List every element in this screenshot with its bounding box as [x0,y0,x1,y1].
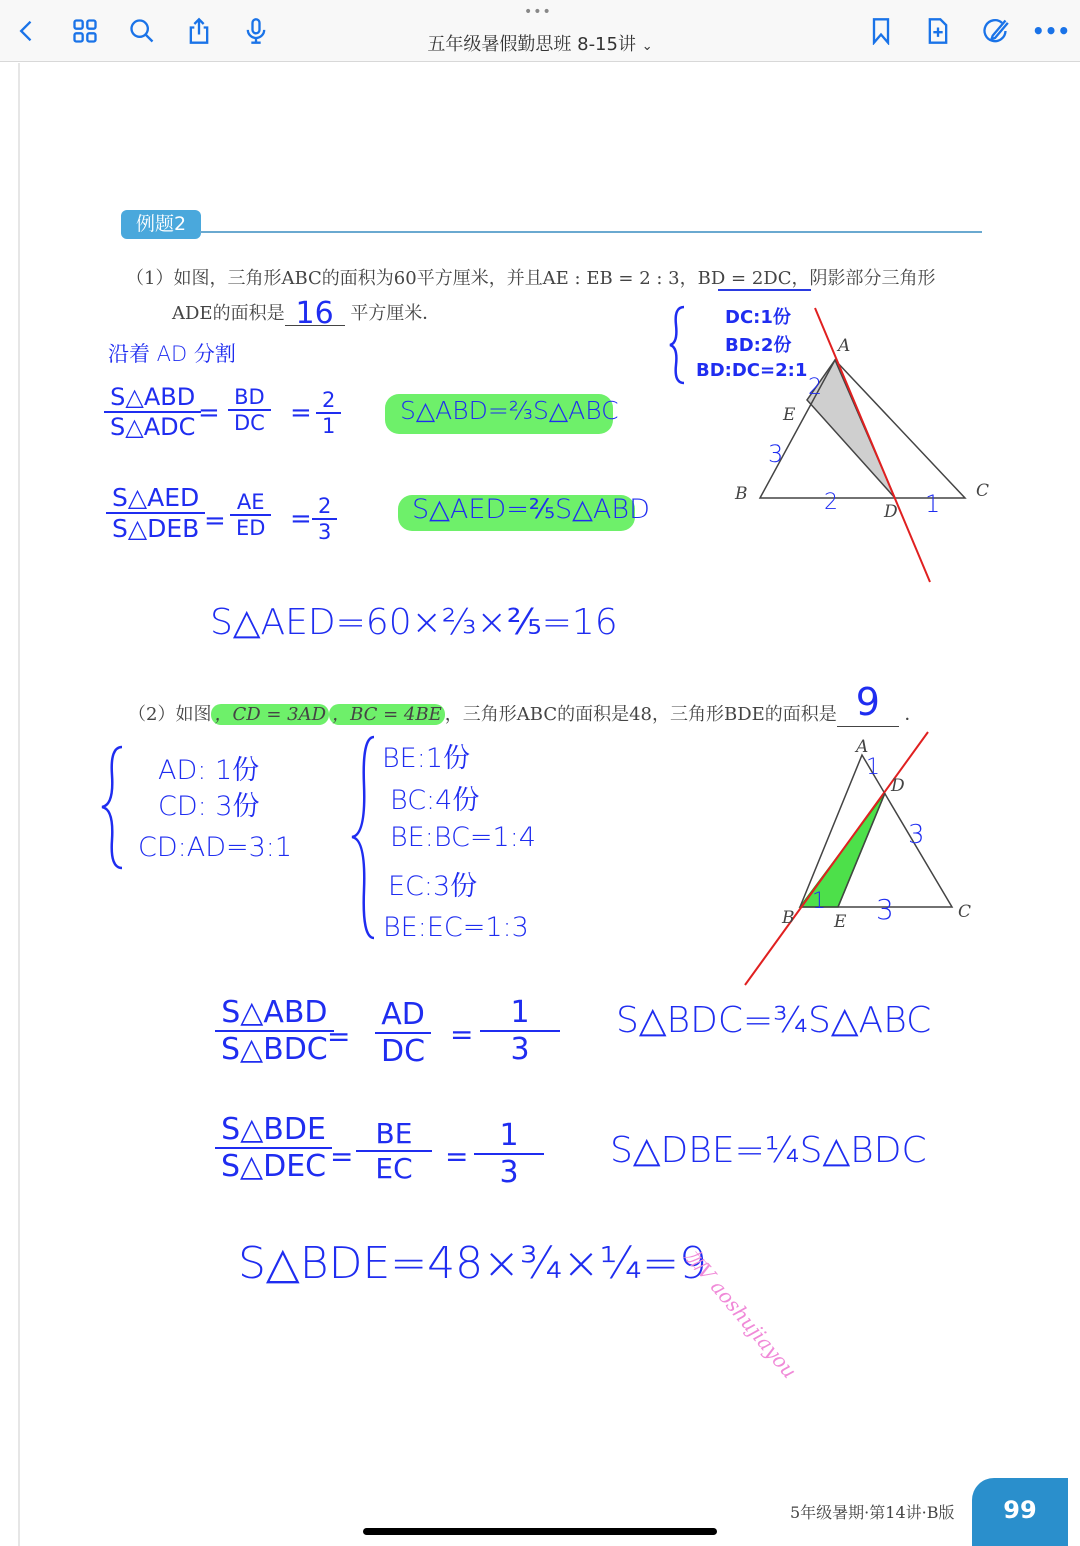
fraction [375,997,431,1069]
note-cdad: CD:AD=3:1 [138,832,293,863]
numerator: S△BDE [221,1112,326,1147]
vertex-label: D [884,502,898,522]
numerator: S△ABD [110,383,196,411]
segment-number: 3 [908,820,925,850]
numerator: 2 [322,388,336,412]
problem1-line2-pre: ADE的面积是 [172,303,285,324]
fraction [474,1118,544,1190]
watermark: 加V aoshujiayou [679,1243,802,1383]
problem1-text: （1）如图，三角形ABC的面积为60平方厘米，并且AE : EB = 2 : 3，BD = 2DC，阴影部分三角形 [126,268,936,289]
numerator: AD [381,997,425,1032]
chevron-down-icon: ⌄ [641,39,653,54]
note-cd: CD: 3份 [158,791,260,822]
denominator: 3 [312,518,337,544]
result2: S△BDE=48×¾×¼=9 [238,1238,708,1289]
segment-number: 1 [866,755,880,780]
denominator: ED [230,514,271,540]
vertex-label: C [958,902,972,922]
vertex-label: B [735,484,748,504]
formula-saed: S△AED=⅖S△ABD [412,494,650,525]
red-cut-line-1 [815,308,930,582]
segment-number: 2 [824,490,838,515]
note-dc: DC:1份 [725,307,791,328]
note-bd: BD:2份 [725,335,792,356]
answer2: 9 [855,680,880,724]
denominator: DC [375,1032,431,1069]
fraction [356,1117,432,1185]
numerator: 1 [499,1118,519,1153]
numerator: S△ABD [221,995,328,1030]
footer-text: 5年级暑期·第14讲·B版 [790,1503,955,1522]
note-ec: EC:3份 [388,871,478,902]
vertex-label: B [782,908,795,928]
note-bc: BC:4份 [390,785,480,816]
vertex-label: A [838,336,851,356]
equals-sign: = [204,506,226,536]
denominator: S△BDC [215,1030,334,1067]
result1: S△AED=60×⅔×⅖=16 [210,602,618,643]
section-tag: 例题2 [121,210,201,239]
numerator: S△AED [112,483,200,512]
numerator: BE [375,1117,413,1150]
answer2-blank [837,680,899,727]
fraction [215,995,334,1067]
formula-sdbe: S△DBE=¼S△BDC [610,1130,927,1171]
fraction [215,1112,332,1184]
denominator: 3 [480,1030,560,1067]
more-icon[interactable]: ••• [1031,19,1071,43]
segment-number: 1 [925,490,941,518]
numerator: AE [236,490,265,514]
denominator: EC [356,1150,432,1185]
denominator: S△ADC [104,411,201,441]
red-cut-line-2 [745,732,928,985]
problem2-post: ，三角形ABC的面积是48，三角形BDE的面积是 [444,704,837,725]
segment-number: 3 [876,893,894,926]
denominator: S△DEC [215,1147,332,1184]
denominator: 3 [474,1153,544,1190]
note-beec: BE:EC=1:3 [383,912,529,943]
numerator: BD [234,385,265,409]
document-title-text: 五年级暑假勤思班 8-15讲 [427,34,636,55]
page-number: 99 [972,1478,1068,1546]
note-ratio: BD:DC=2:1 [696,360,808,381]
denominator: S△DEB [106,512,205,543]
note-ad: AD: 1份 [158,755,260,786]
denominator: DC [228,409,271,435]
formula-sbdc: S△BDC=¾S△ABC [616,1000,932,1041]
denominator: 1 [316,412,341,438]
equals-sign: = [445,1140,469,1173]
equals-sign: = [327,1020,351,1053]
vertex-label: E [783,405,796,425]
segment-number: 2 [808,375,822,400]
vertex-label: A [856,737,869,757]
home-indicator[interactable] [363,1528,717,1535]
condition-cd: ，CD = 3AD [211,704,329,725]
segment-number: 3 [768,440,784,468]
equals-sign: = [330,1140,354,1173]
window-handle[interactable]: ••• [524,4,552,20]
numerator: 2 [318,494,332,518]
segment-number: 1 [812,889,826,914]
problem2-pre: （2）如图 [128,704,212,725]
equals-sign: = [450,1018,474,1051]
equals-sign: = [290,398,312,428]
problem2-text [128,680,923,727]
note-bebc: BE:BC=1:4 [390,822,536,853]
condition-bc: ，BC = 4BE [329,704,445,725]
formula-sabd: S△ABD=⅔S△ABC [400,396,619,425]
equals-sign: = [290,504,312,534]
fraction [480,995,560,1067]
problem2-end: ． [904,704,923,725]
vertex-label: E [834,912,847,932]
note-be: BE:1份 [382,743,471,774]
problem1-line2-post: 平方厘米． [350,303,441,324]
equals-sign: = [198,398,220,428]
note-split: 沿着 AD 分割 [108,342,236,366]
answer1: 16 [285,302,345,326]
numerator: 1 [510,995,530,1030]
vertex-label: D [891,776,905,796]
vertex-label: C [976,481,990,501]
